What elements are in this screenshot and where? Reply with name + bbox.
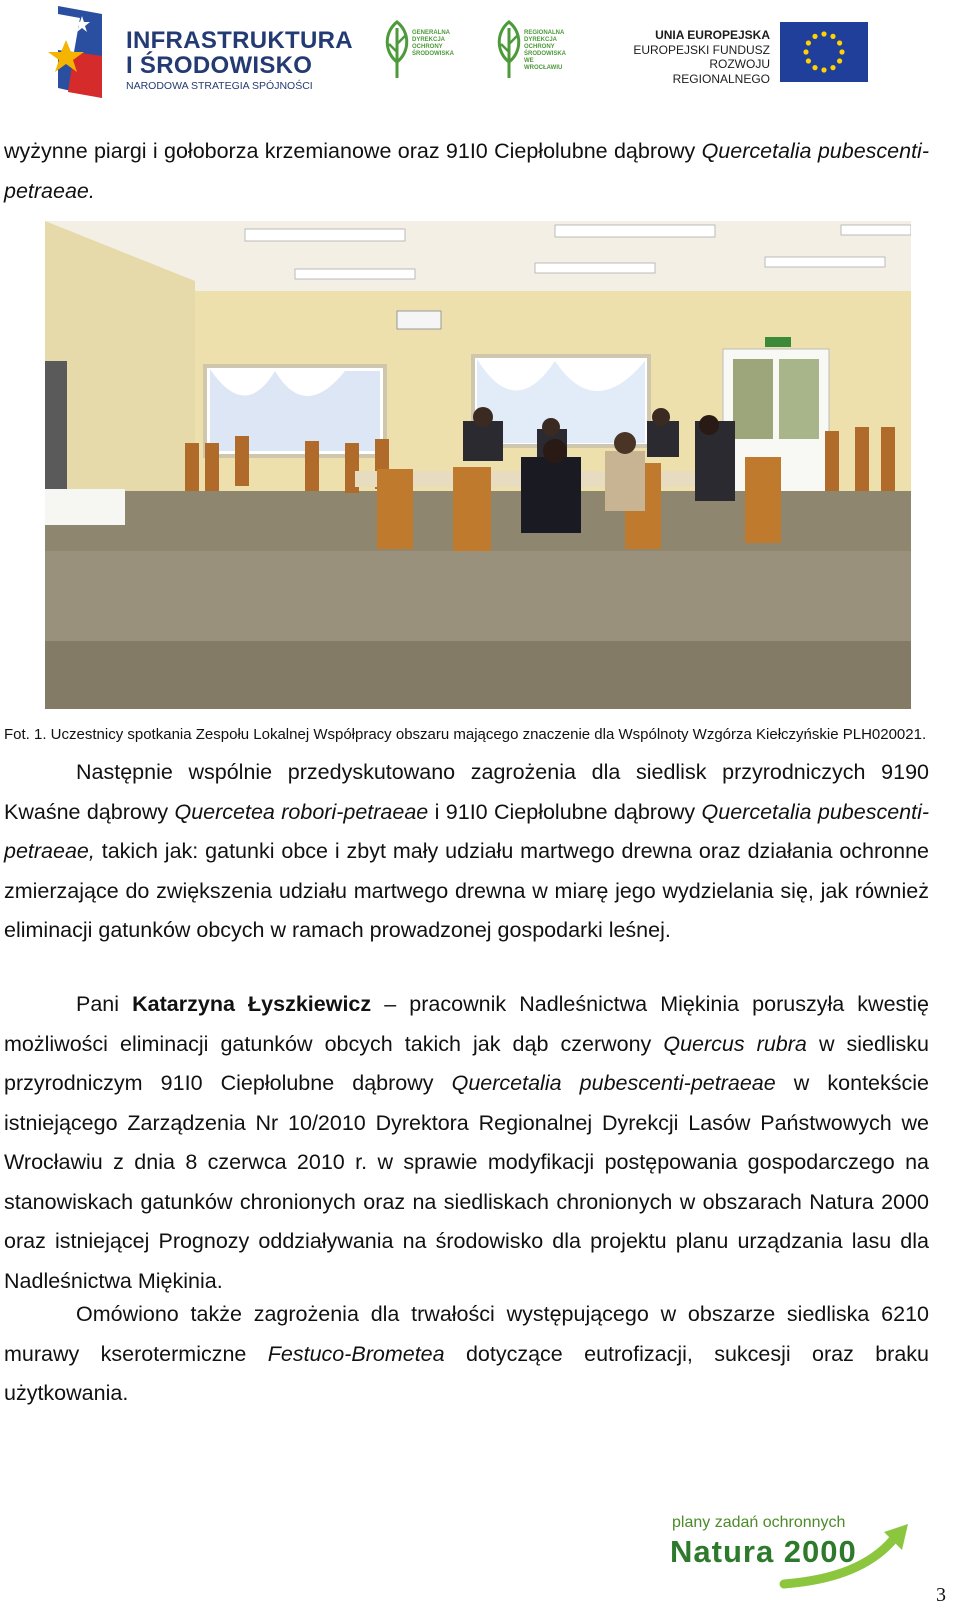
p2-text-a: Następnie wspólnie przedyskutowano zagrożenia dla siedlisk przyrodniczych 9190 Kwaśne dąbrowy [4, 760, 929, 824]
paragraph-threats [4, 753, 929, 951]
natura-title: Natura 2000 [670, 1534, 857, 1569]
natura-subtitle: plany zadań ochronnych [672, 1514, 846, 1531]
eu-label [612, 28, 770, 86]
p3-italic-d: Quercus rubra [663, 1031, 807, 1056]
leaf-icon [382, 18, 412, 80]
eu-line3: ROZWOJU REGIONALNEGO [672, 57, 770, 86]
paragraph-murawy [4, 1295, 929, 1414]
page-header [0, 0, 960, 110]
p4-italic-b: Festuco-Brometea [267, 1341, 445, 1366]
flag-star-icon [44, 6, 104, 98]
p2-text-c: i 91I0 Ciepłolubne dąbrowy [428, 799, 702, 824]
infrastruktura-title [126, 28, 353, 78]
p2-text-e: takich jak: gatunki obce i zbyt mały udziału martwego drewna oraz działania ochronne zmierzające do zwiększenia udziału martwego drewna w miarę jego wydzielania się, jak również eliminacji gatunków obcych w ramach prowadzonej gospodarki leśnej. [4, 839, 929, 942]
meeting-room-image [45, 221, 911, 709]
natura-2000-logo [664, 1508, 934, 1590]
paragraph-lyszkiewicz [4, 985, 929, 1301]
is-subtitle: NARODOWA STRATEGIA SPÓJNOŚCI [126, 80, 313, 92]
gdos-logo [382, 18, 462, 84]
eu-line1: UNIA EUROPEJSKA [655, 28, 770, 42]
meeting-photo [45, 221, 911, 709]
page-number: 3 [936, 1584, 946, 1606]
is-title-line1: INFRASTRUKTURA [126, 27, 353, 54]
photo-caption: Fot. 1. Uczestnicy spotkania Zespołu Lokalnej Współpracy obszaru mającego znaczenie dla Wspólnoty Wzgórza Kiełczyńskie PLH020021. [4, 726, 927, 743]
rdos-logo [494, 18, 574, 84]
intro-text: wyżynne piargi i gołoborza krzemianowe oraz 91I0 Ciepłolubne dąbrowy [4, 139, 702, 163]
p3-bold-name: Katarzyna Łyszkiewicz [132, 992, 372, 1016]
eu-line2: EUROPEJSKI FUNDUSZ [633, 42, 770, 57]
p2-italic-d: Quercetalia pubescenti-petraeae, [4, 799, 930, 863]
p4-text-a: Omówiono także zagrożenia dla trwałości występującego w obszarze siedliska 6210 murawy kserotermiczne [4, 1302, 929, 1366]
p3-text-e: w siedlisku przyrodniczym 91I0 Ciepłolubne dąbrowy [4, 1031, 929, 1095]
is-title-line2: I ŚRODOWISKO [126, 52, 313, 79]
p3-text-g: w kontekście istniejącego Zarządzenia Nr 10/2010 Dyrektora Regionalnej Dyrekcji Lasów Państwowych we Wrocławiu z dnia 8 czerwca 2010 r. w sprawie modyfikacji postępowania gospodarczego na stanowiskach gatunków chronionych oraz na siedliskach chronionych w obszarach Natura 2000 oraz istniejącej Prognozy oddziaływania na środowisko dla projektu planu urządzania lasu dla Nadleśnictwa Miękinia. [4, 1071, 929, 1293]
paragraph-intro [4, 132, 929, 211]
eu-flag-icon [780, 22, 868, 82]
p2-italic-b: Quercetea robori-petraeae [174, 799, 429, 824]
rdos-text: REGIONALNA DYREKCJA OCHRONY ŚRODOWISKA WE WROCŁAWIU [524, 30, 566, 71]
intro-italic: Quercetalia pubescenti-petraeae. [4, 139, 929, 203]
infrastruktura-srodowisko-logo [44, 6, 353, 98]
p4-text-c: dotyczące eutrofizacji, sukcesji oraz braku użytkowania. [4, 1341, 929, 1405]
p3-text-a: Pani [76, 992, 133, 1016]
leaf-icon [494, 18, 524, 80]
p3-italic-f: Quercetalia pubescenti-petraeae [451, 1071, 776, 1095]
gdos-text: GENERALNA DYREKCJA OCHRONY ŚRODOWISKA [412, 30, 454, 57]
p3-text-c: – pracownik Nadleśnictwa Miękinia poruszyła kwestię możliwości eliminacji gatunków obcych takich jak dąb czerwony [4, 992, 929, 1056]
